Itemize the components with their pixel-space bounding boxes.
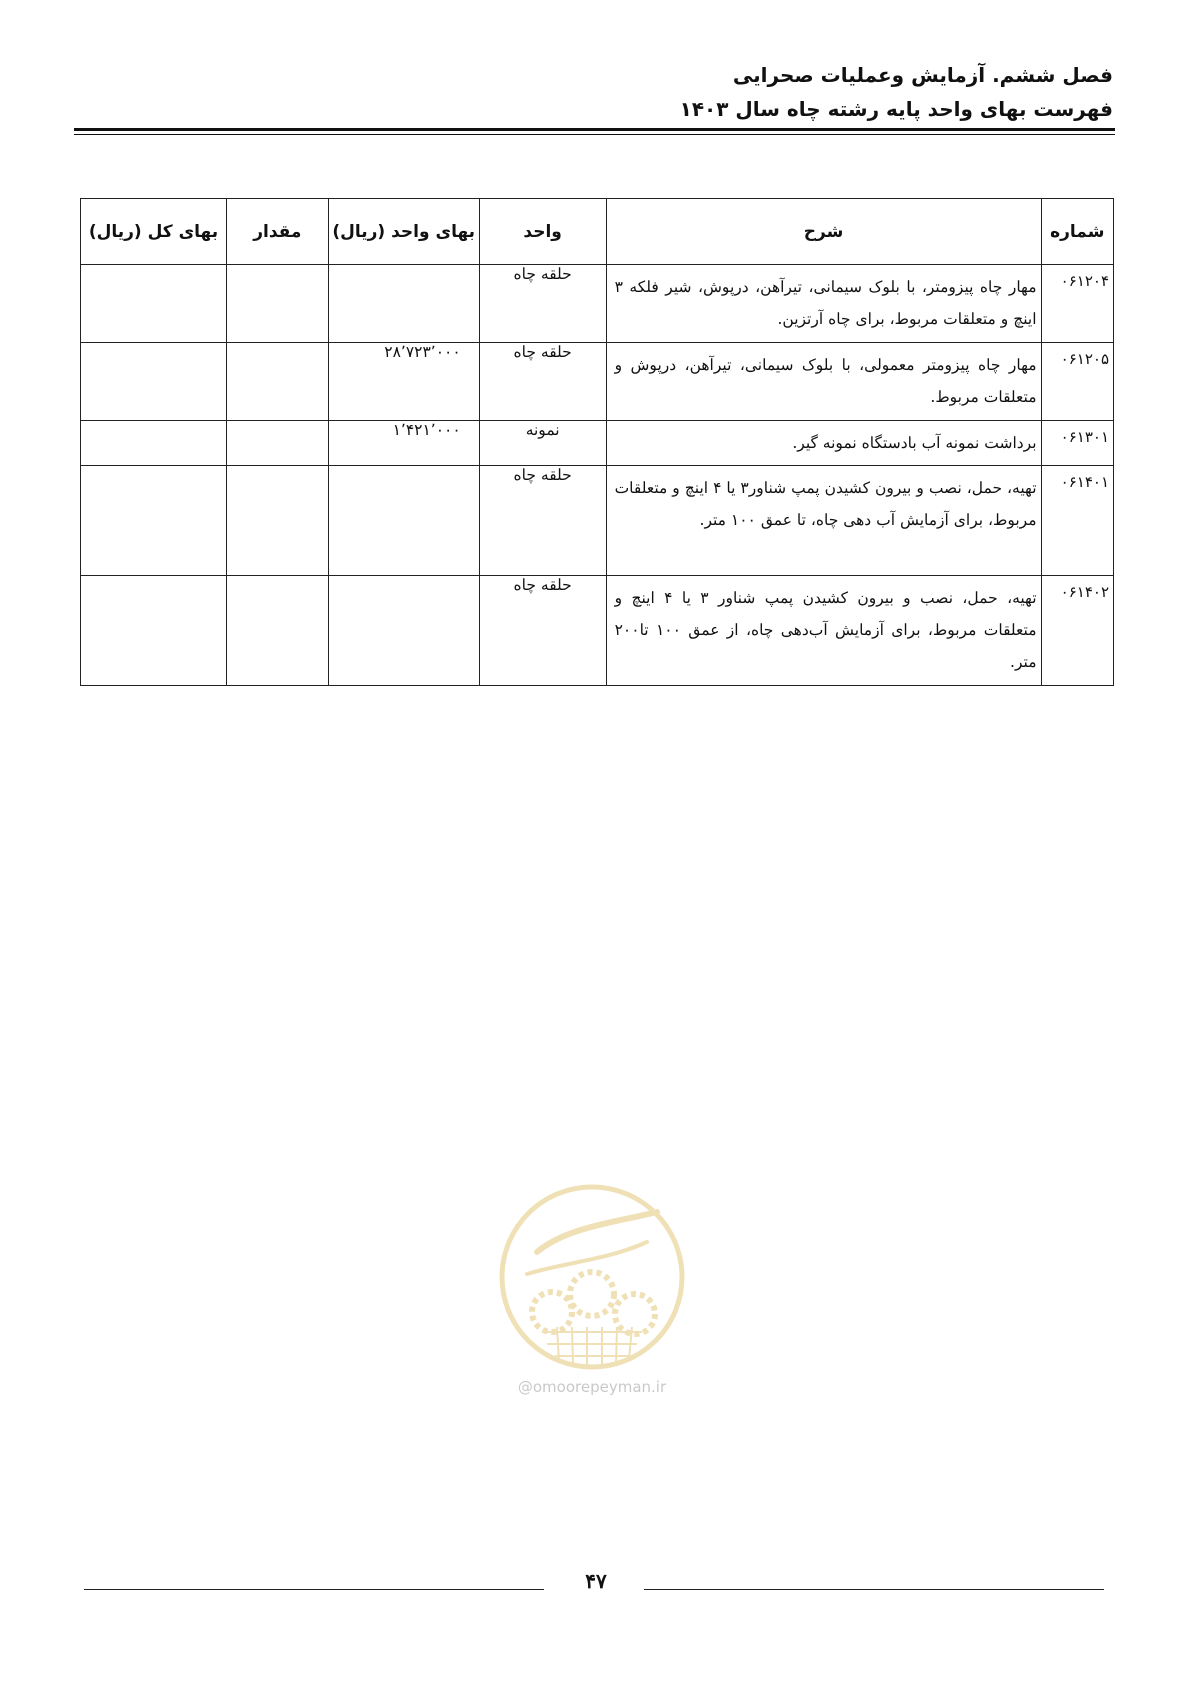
row-unit-price [328,466,479,576]
table-row [81,421,1114,466]
row-description: برداشت نمونه آب بادستگاه نمونه گیر. [606,421,1041,466]
row-unit: حلقه چاه [479,466,606,576]
footer-rule-right [644,1589,1104,1590]
row-quantity [227,343,329,421]
row-description: مهار چاه پیزومتر، با بلوک سیمانی، تیرآهن، درپوش، شیر فلکه ۳ اینچ و متعلقات مربوط، برای چاه آرتزین. [606,265,1041,343]
header-rule-thin [74,134,1115,135]
row-number: ۰۶۱۲۰۵ [1041,343,1113,421]
row-total-price [81,466,227,576]
page-header [78,58,1113,126]
row-description: تهیه، حمل، نصب و بیرون کشیدن پمپ شناور ۳ یا ۴ اینچ و متعلقات مربوط، برای آزمایش آب‌دهی چاه، از عمق ۱۰۰ تا۲۰۰ متر. [606,576,1041,686]
row-unit-price [328,576,479,686]
row-unit-price: ۱٬۴۲۱٬۰۰۰ [328,421,479,466]
column-header-number: شماره [1041,199,1113,265]
row-unit: نمونه [479,421,606,466]
row-number: ۰۶۱۲۰۴ [1041,265,1113,343]
row-quantity [227,421,329,466]
chapter-title: فصل ششم. آزمایش وعملیات صحرایی [732,63,1113,87]
column-header-total-price: بهای کل (ریال) [81,199,227,265]
watermark-logo [497,1182,687,1372]
row-number: ۰۶۱۳۰۱ [1041,421,1113,466]
column-header-unit-price: بهای واحد (ریال) [328,199,479,265]
table-row [81,343,1114,421]
row-unit: حلقه چاه [479,576,606,686]
row-description: تهیه، حمل، نصب و بیرون کشیدن پمپ شناور۳ یا ۴ اینچ و متعلقات مربوط، برای آزمایش آب دهی چاه، تا عمق ۱۰۰ متر. [606,466,1041,576]
row-unit-price: ۲۸٬۷۲۳٬۰۰۰ [328,343,479,421]
column-header-description: شرح [606,199,1041,265]
row-total-price [81,343,227,421]
column-header-unit: واحد [479,199,606,265]
row-total-price [81,265,227,343]
watermark-site: @omoorepeyman.ir [517,1378,667,1396]
column-header-quantity: مقدار [227,199,329,265]
list-title: فهرست بهای واحد پایه رشته چاه سال ۱۴۰۳ [679,97,1113,121]
row-unit: حلقه چاه [479,343,606,421]
row-quantity [227,466,329,576]
table-row [81,466,1114,576]
row-number: ۰۶۱۴۰۲ [1041,576,1113,686]
row-quantity [227,576,329,686]
row-number: ۰۶۱۴۰۱ [1041,466,1113,576]
row-unit: حلقه چاه [479,265,606,343]
row-unit-price [328,265,479,343]
table-row [81,576,1114,686]
row-total-price [81,421,227,466]
price-table [80,198,1114,686]
footer-rule-left [84,1589,544,1590]
row-description: مهار چاه پیزومتر معمولی، با بلوک سیمانی، تیرآهن، درپوش و متعلقات مربوط. [606,343,1041,421]
header-rule-thick [74,128,1115,131]
row-quantity [227,265,329,343]
table-row [81,265,1114,343]
row-total-price [81,576,227,686]
page-number: ۴۷ [585,1569,607,1593]
table-header-row [81,199,1114,265]
